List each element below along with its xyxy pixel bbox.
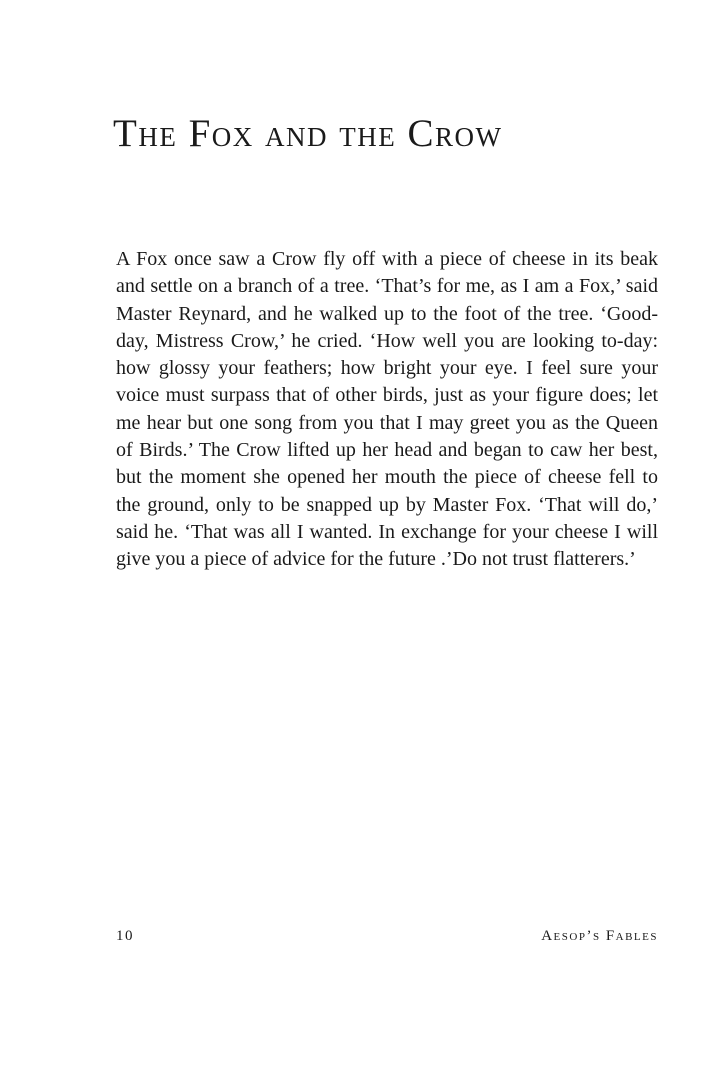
fable-paragraph: A Fox once saw a Crow fly off with a piece of cheese in its beak and settle on a branch of a tree. ‘That’s for me, as I am a Fox,’ said Master Reynard, and he walked up to the foot of the tree. ‘Good-day, Mistress Crow,’ he cried. ‘How well you are looking to-day: how glossy your feathers; how bright your eye. I feel sure your voice must surpass that of other birds, just as your figure does; let me hear but one song from you that I may greet you as the Queen of Birds.’ The Crow lifted up her head and began to caw her best, but the moment she opened her mouth the piece of cheese fell to the ground, only to be snapped up by Master Fox. ‘That will do,’ said he. ‘That was all I wanted. In exchange for your cheese I will give you a piece of advice for the future .’Do not trust flatterers.’	[116, 248, 658, 571]
page-number: 10	[116, 928, 134, 944]
page-title: The Fox and the Crow	[113, 112, 503, 155]
running-footer-title: Aesop’s Fables	[541, 928, 658, 944]
page-footer	[116, 928, 658, 950]
